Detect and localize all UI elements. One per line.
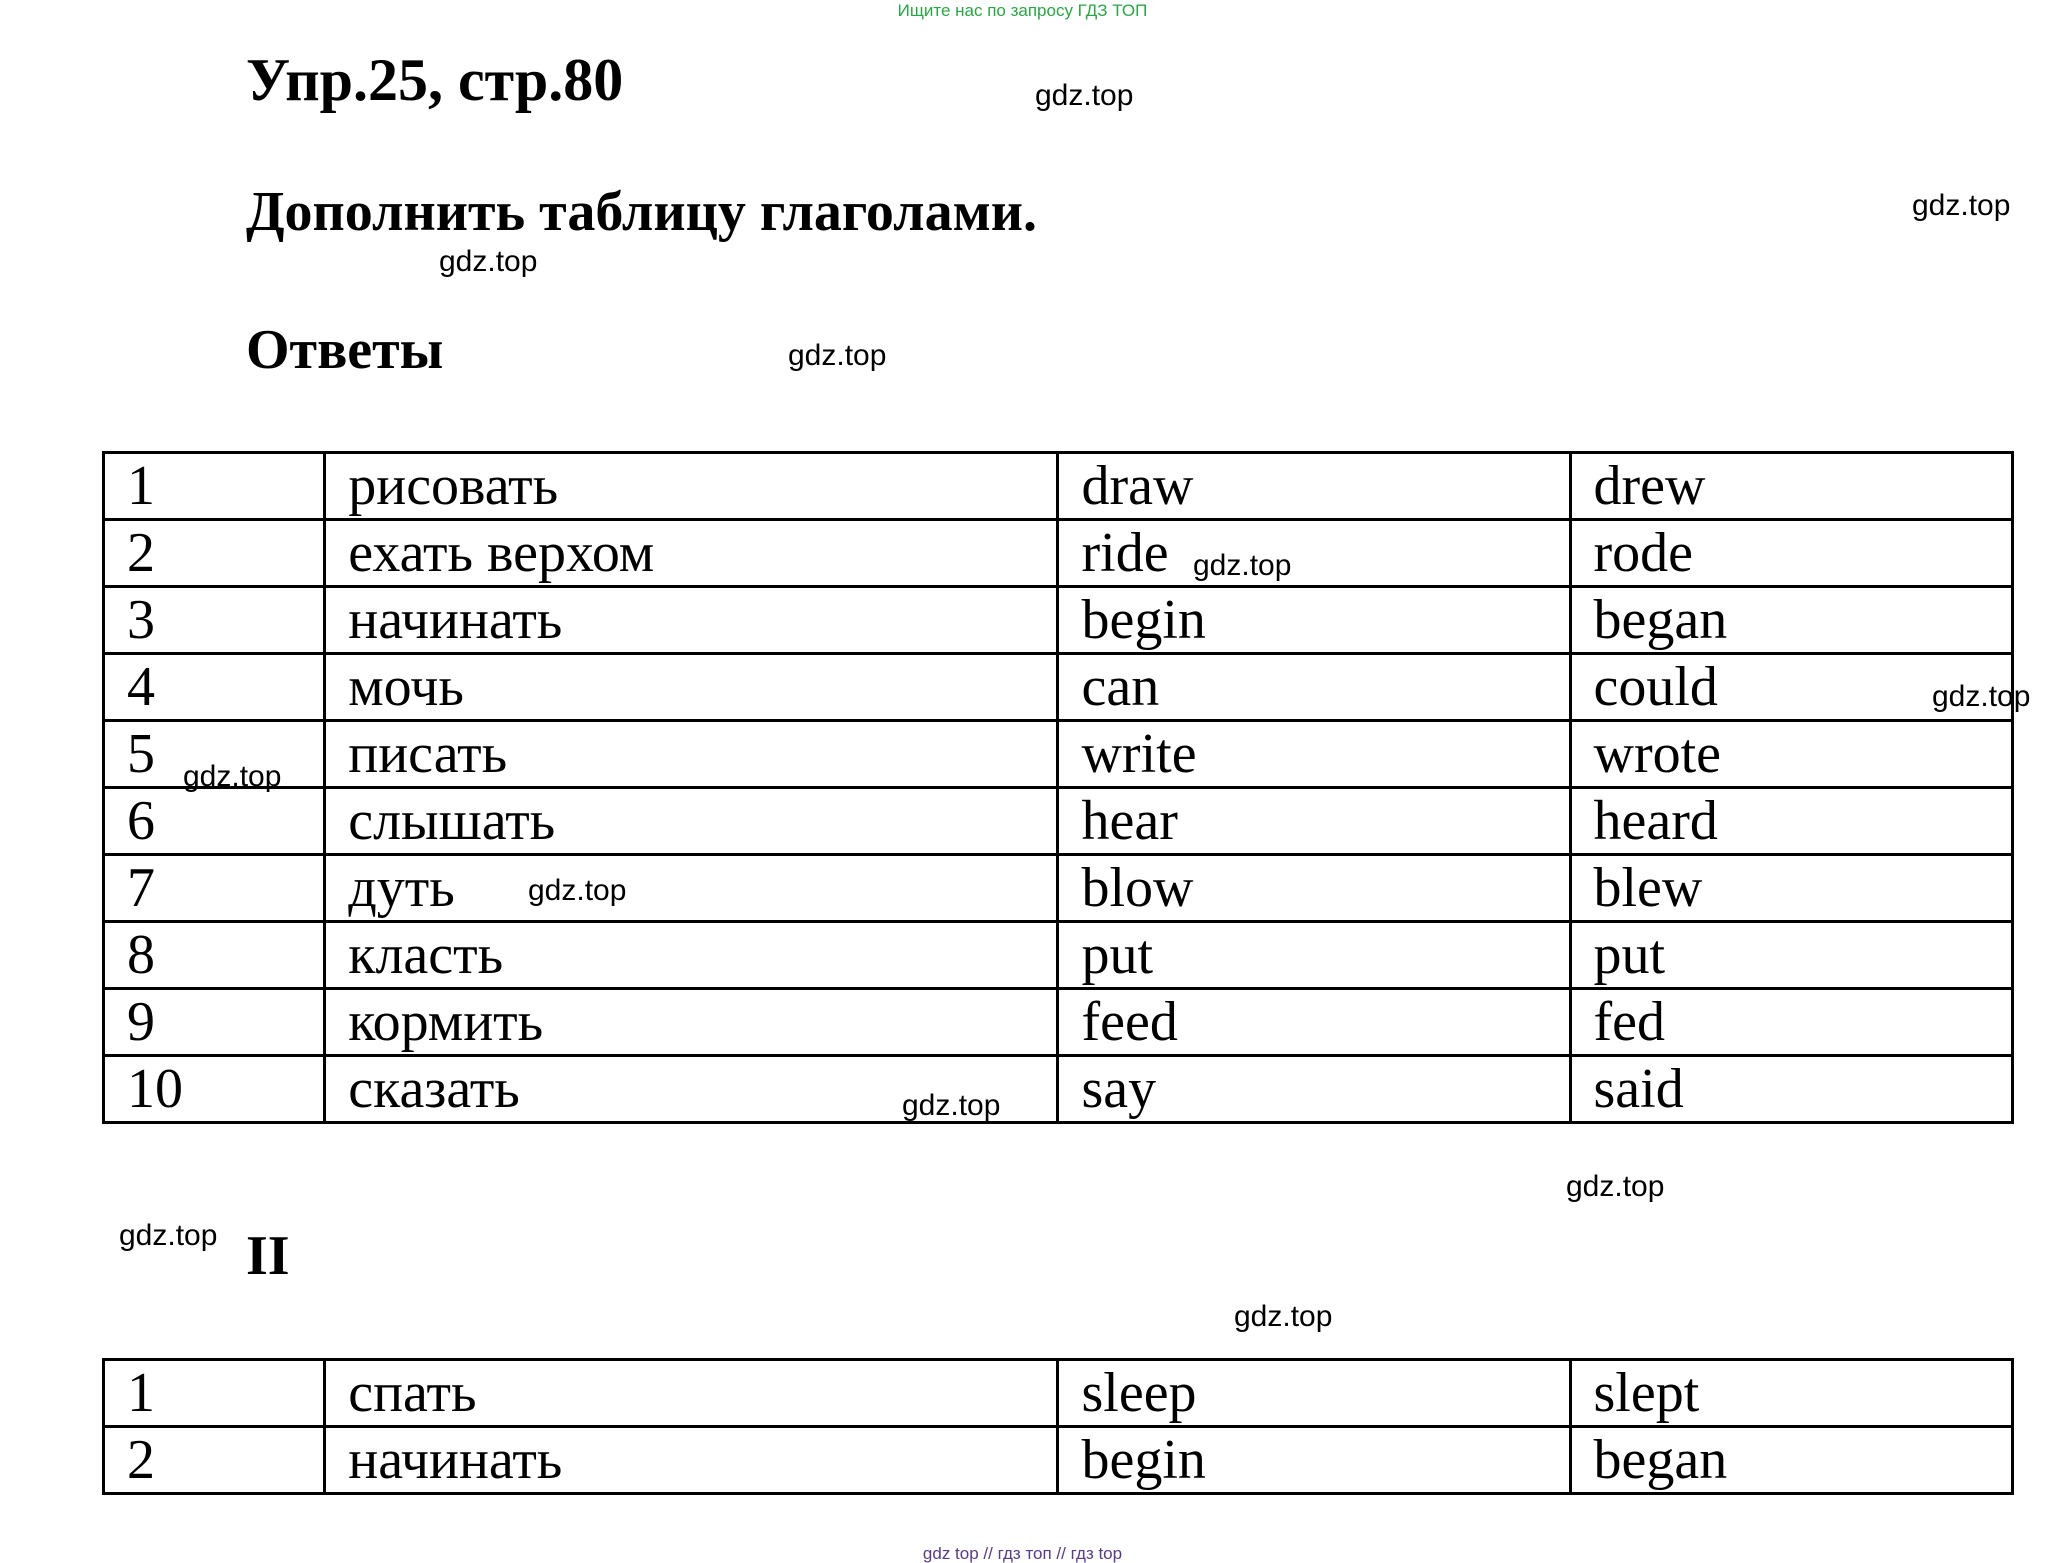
russian-verb: класть	[325, 922, 1058, 989]
watermark: gdz.top	[119, 1219, 218, 1252]
infinitive: hear	[1058, 788, 1570, 855]
infinitive: say	[1058, 1056, 1570, 1123]
russian-verb: мочь	[325, 654, 1058, 721]
infinitive: write	[1058, 721, 1570, 788]
past-simple: slept	[1570, 1360, 2013, 1427]
table-row	[104, 989, 2013, 1056]
russian-verb: начинать	[325, 587, 1058, 654]
watermark: gdz.top	[1035, 79, 1134, 112]
russian-verb: дуть	[325, 855, 1058, 922]
past-simple: put	[1570, 922, 2013, 989]
row-number: 6	[104, 788, 325, 855]
table-row	[104, 1360, 2013, 1427]
infinitive: put	[1058, 922, 1570, 989]
table-row	[104, 520, 2013, 587]
infinitive: draw	[1058, 453, 1570, 520]
watermark: gdz.top	[183, 760, 282, 793]
row-number: 1	[104, 453, 325, 520]
watermark: gdz.top	[1193, 549, 1292, 582]
infinitive: can	[1058, 654, 1570, 721]
infinitive: begin	[1058, 587, 1570, 654]
infinitive: feed	[1058, 989, 1570, 1056]
answers-heading: Ответы	[246, 319, 444, 381]
russian-verb: кормить	[325, 989, 1058, 1056]
row-number: 9	[104, 989, 325, 1056]
past-simple: said	[1570, 1056, 2013, 1123]
watermark: gdz.top	[788, 339, 887, 372]
row-number: 1	[104, 1360, 325, 1427]
table-row	[104, 453, 2013, 520]
table-row	[104, 855, 2013, 922]
past-simple: could	[1570, 654, 2013, 721]
table-row	[104, 1056, 2013, 1123]
row-number: 2	[104, 520, 325, 587]
past-simple: heard	[1570, 788, 2013, 855]
verbs-table-2	[102, 1358, 2014, 1495]
watermark: gdz.top	[1234, 1300, 1333, 1333]
russian-verb: спать	[325, 1360, 1058, 1427]
past-simple: blew	[1570, 855, 2013, 922]
table-row	[104, 587, 2013, 654]
infinitive: blow	[1058, 855, 1570, 922]
row-number: 4	[104, 654, 325, 721]
row-number: 5	[104, 721, 325, 788]
past-simple: rode	[1570, 520, 2013, 587]
russian-verb: начинать	[325, 1427, 1058, 1494]
row-number: 3	[104, 587, 325, 654]
watermark: gdz.top	[439, 245, 538, 278]
past-simple: fed	[1570, 989, 2013, 1056]
russian-verb: рисовать	[325, 453, 1058, 520]
past-simple: drew	[1570, 453, 2013, 520]
watermark: gdz.top	[1932, 680, 2031, 713]
footer-links: gdz top // гдз топ // гдз top	[922, 1544, 1123, 1563]
table-row	[104, 922, 2013, 989]
exercise-title: Упр.25, стр.80	[246, 47, 624, 113]
russian-verb: слышать	[325, 788, 1058, 855]
watermark: gdz.top	[902, 1089, 1001, 1122]
watermark: gdz.top	[1912, 189, 2011, 222]
russian-verb: писать	[325, 721, 1058, 788]
table-row	[104, 788, 2013, 855]
row-number: 10	[104, 1056, 325, 1123]
row-number: 8	[104, 922, 325, 989]
table-row	[104, 721, 2013, 788]
task-instruction: Дополнить таблицу глаголами.	[246, 181, 1037, 243]
russian-verb: сказать	[325, 1056, 1058, 1123]
past-simple: began	[1570, 587, 2013, 654]
section-two-heading: II	[246, 1225, 290, 1287]
infinitive: sleep	[1058, 1360, 1570, 1427]
past-simple: wrote	[1570, 721, 2013, 788]
row-number: 2	[104, 1427, 325, 1494]
watermark: gdz.top	[1566, 1170, 1665, 1203]
row-number: 7	[104, 855, 325, 922]
table-row	[104, 1427, 2013, 1494]
infinitive: ride	[1058, 520, 1570, 587]
infinitive: begin	[1058, 1427, 1570, 1494]
russian-verb: ехать верхом	[325, 520, 1058, 587]
top-banner: Ищите нас по запросу ГДЗ ТОП	[897, 1, 1148, 20]
verbs-table-1	[102, 451, 2014, 1124]
table-row	[104, 654, 2013, 721]
watermark: gdz.top	[528, 874, 627, 907]
past-simple: began	[1570, 1427, 2013, 1494]
